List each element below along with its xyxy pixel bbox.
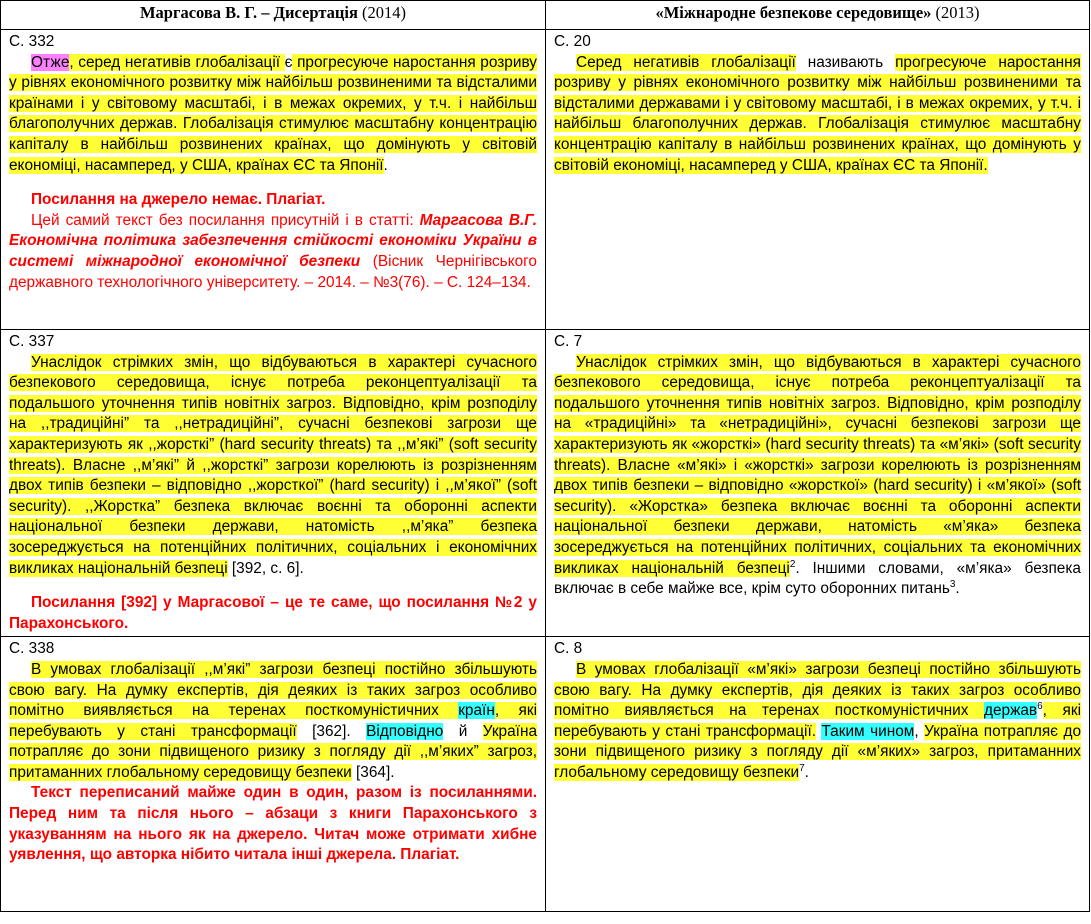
text-span: країн bbox=[458, 702, 495, 720]
text-span: прогресуюче наростання розриву у рівнях економічного розвитку між найбільш розвиненими та відсталими країнами і у світовому масштабі, і в межах окремих, у т.ч. і найбільш благополучних держав. Глобалізація стимулює масштабну концентрацію капіталу в найбільш розвинених країнах, що домінують у світовій економіці, насамперед, у США, країнах ЄС та Японії bbox=[9, 53, 537, 174]
text-span: Унаслідок стрімких змін, що відбуваються в характері сучасного безпекового середовища, існує потреба реконцептуалізації та подальшого уточнення типів новітніх загроз. Відповідно, крім розподілу на ,,традиційні” та ,,нетрадиційні”, сучасні безпекові загрози ще характеризують як ,,жорсткі” (hard security threats) та ,,м’які” (soft security threats). Власне ,,м’які” й ,,жорсткі” загрози корелюють із розрізненням двох типів безпеки – відповідно ,,жорсткої” (hard security) і ,,м’якої” (soft security). ,,Жорстка” безпека включає воєнні та оборонні аспекти національної безпеки держави, натомість ,,м’яка” безпека зосереджується на потенційних політичних, соціальних і економічних викликах національній безпеці bbox=[9, 353, 537, 577]
page-ref: С. 20 bbox=[554, 33, 591, 50]
text-span: серед негативів глобалізації bbox=[73, 53, 285, 71]
cell-right-2 bbox=[546, 330, 1090, 637]
quote-text bbox=[554, 660, 1081, 784]
text-span: В умовах глобалізації «м’які» загрози безпеці постійно збільшують свою вагу. На думку експертів, дія деяких із таких загроз особливо помітно виявляється на теренах посткомуністичних bbox=[554, 660, 1081, 720]
quote-text bbox=[9, 53, 537, 177]
text-span: , які перебувають у стані трансформації bbox=[9, 702, 537, 740]
text-span: Цей самий текст без посилання присутній і в статті: bbox=[31, 211, 420, 229]
footnote-marker: 7 bbox=[799, 762, 805, 774]
note-text: Текст переписаний майже один в один, разом із посиланнями. Перед ним та після нього – абзаци з книги Парахонського з указуванням на нього як на джерело. Читач може отримати хибне уявлення, що авторка нібито читала інші джерела. Плагіат. bbox=[9, 784, 537, 864]
text-span: Отже bbox=[31, 53, 70, 71]
page-ref: С. 338 bbox=[9, 640, 55, 658]
cell-right-1 bbox=[546, 30, 1090, 330]
header-left-title: Маргасова В. Г. – Дисертація bbox=[139, 3, 358, 22]
header-row bbox=[1, 1, 1090, 30]
table-row bbox=[1, 30, 1090, 330]
text-span: . bbox=[804, 763, 809, 781]
header-right-year: (2013) bbox=[935, 3, 980, 22]
text-span: є bbox=[284, 53, 293, 71]
cell-left-3 bbox=[1, 637, 546, 912]
text-span: В умовах глобалізації ,,м’які” загрози безпеці постійно збільшують свою вагу. На думку експертів, дія деяких із таких загроз особливо помітно виявляється на теренах посткомуністичних bbox=[9, 660, 537, 720]
header-right bbox=[546, 1, 1090, 30]
footnote-marker: 2 bbox=[789, 558, 796, 570]
cell-left-2 bbox=[1, 330, 546, 637]
text-span: Маргасова В.Г. Економічна політика забезпечення стійкості економіки України в системі міжнародної економічної безпеки bbox=[9, 211, 537, 270]
text-span: називають bbox=[795, 53, 896, 71]
text-span: Відповідно bbox=[366, 722, 444, 740]
text-span: прогресуюче наростання розриву у рівнях економічного розвитку між найбільш розвиненими та відсталими державами і у світовому масштабі, і в межах окремих, у т.ч. і найбільш благополучних держав. Глобалізація стимулює масштабну концентрацію капіталу в найбільш розвинених країнах, що домінують у світовій економіці, насамперед у США, країнах ЄС та Японії. bbox=[554, 53, 1081, 174]
text-span: . Іншими словами, «м’яка» безпека включає в себе майже все, крім суто оборонних питань bbox=[554, 559, 1081, 598]
note-head: Посилання на джерело немає. Плагіат. bbox=[31, 191, 326, 209]
cell-left-1 bbox=[1, 30, 546, 330]
text-span: (Вісник Чернігівського державного технологічного університету. – 2014. – №3(76). – С. 124–134. bbox=[9, 252, 537, 291]
page-ref: С. 8 bbox=[554, 640, 583, 658]
text-span: . bbox=[955, 580, 960, 598]
footnote-marker: 3 bbox=[949, 579, 956, 590]
text-span: Унаслідок стрімких змін, що відбуваються в характері сучасного безпекового середовища, існує потреба реконцептуалізації та подальшого уточнення типів новітніх загроз. Відповідно, крім розподілу на «традиційні» та «нетрадиційні», сучасні безпекові загрози ще характеризують як «жорсткі» (hard security threats) та «м’які» (soft security threats). Власне «м’які» і «жорсткі» загрози корелюють із розрізненням двох типів безпеки – відповідно «жорсткої» (hard security) і «м’якої» (soft security). «Жорстка» безпека включає воєнні та оборонні аспекти національної безпеки держави, натомість «м’яка» безпека зосереджується на потенційних політичних, соціальних та економічних викликах національній безпеці bbox=[554, 353, 1081, 577]
quote-text bbox=[9, 353, 537, 580]
note-body bbox=[9, 211, 537, 293]
page-ref: С. 332 bbox=[9, 33, 55, 50]
page-ref: С. 7 bbox=[554, 333, 583, 350]
page-ref: С. 337 bbox=[9, 333, 55, 350]
text-span: держав bbox=[983, 702, 1038, 720]
header-right-title: «Міжнародне безпекове середовище» bbox=[655, 3, 932, 22]
header-left bbox=[1, 1, 546, 30]
footnote-marker: 6 bbox=[1037, 700, 1043, 712]
quote-text bbox=[554, 353, 1081, 600]
text-span: , які перебувають у стані трансформації. bbox=[554, 702, 1081, 740]
table-row bbox=[1, 637, 1090, 912]
text-span: й bbox=[443, 722, 483, 740]
cell-right-3 bbox=[546, 637, 1090, 912]
text-span: Україна потрапляє до зони підвищеного ризику з погляду дії «м’яких» загроз, притаманних глобальному середовищу безпеки bbox=[554, 722, 1082, 781]
text-span: [392, с. 6]. bbox=[227, 559, 304, 577]
text-span: Україна потрапляє до зони підвищеного ризику з погляду дії ,,м’яких” загроз, притаманних глобальному середовищу безпеки bbox=[9, 722, 538, 781]
text-span: , bbox=[914, 722, 925, 740]
text-span: [364]. bbox=[351, 763, 395, 781]
note-text: Посилання [392] у Маргасової – це те саме, що посилання №2 у Парахонського. bbox=[9, 594, 537, 632]
text-span: [362]. bbox=[296, 722, 367, 740]
text-span: Таким чином bbox=[821, 722, 915, 740]
header-left-year: (2014) bbox=[362, 3, 407, 22]
text-span: Серед негативів глобалізації bbox=[576, 53, 796, 71]
text-span: , bbox=[69, 53, 74, 71]
text-span: . bbox=[383, 156, 388, 174]
table-row bbox=[1, 330, 1090, 637]
quote-text bbox=[554, 53, 1081, 177]
quote-text bbox=[9, 660, 537, 784]
